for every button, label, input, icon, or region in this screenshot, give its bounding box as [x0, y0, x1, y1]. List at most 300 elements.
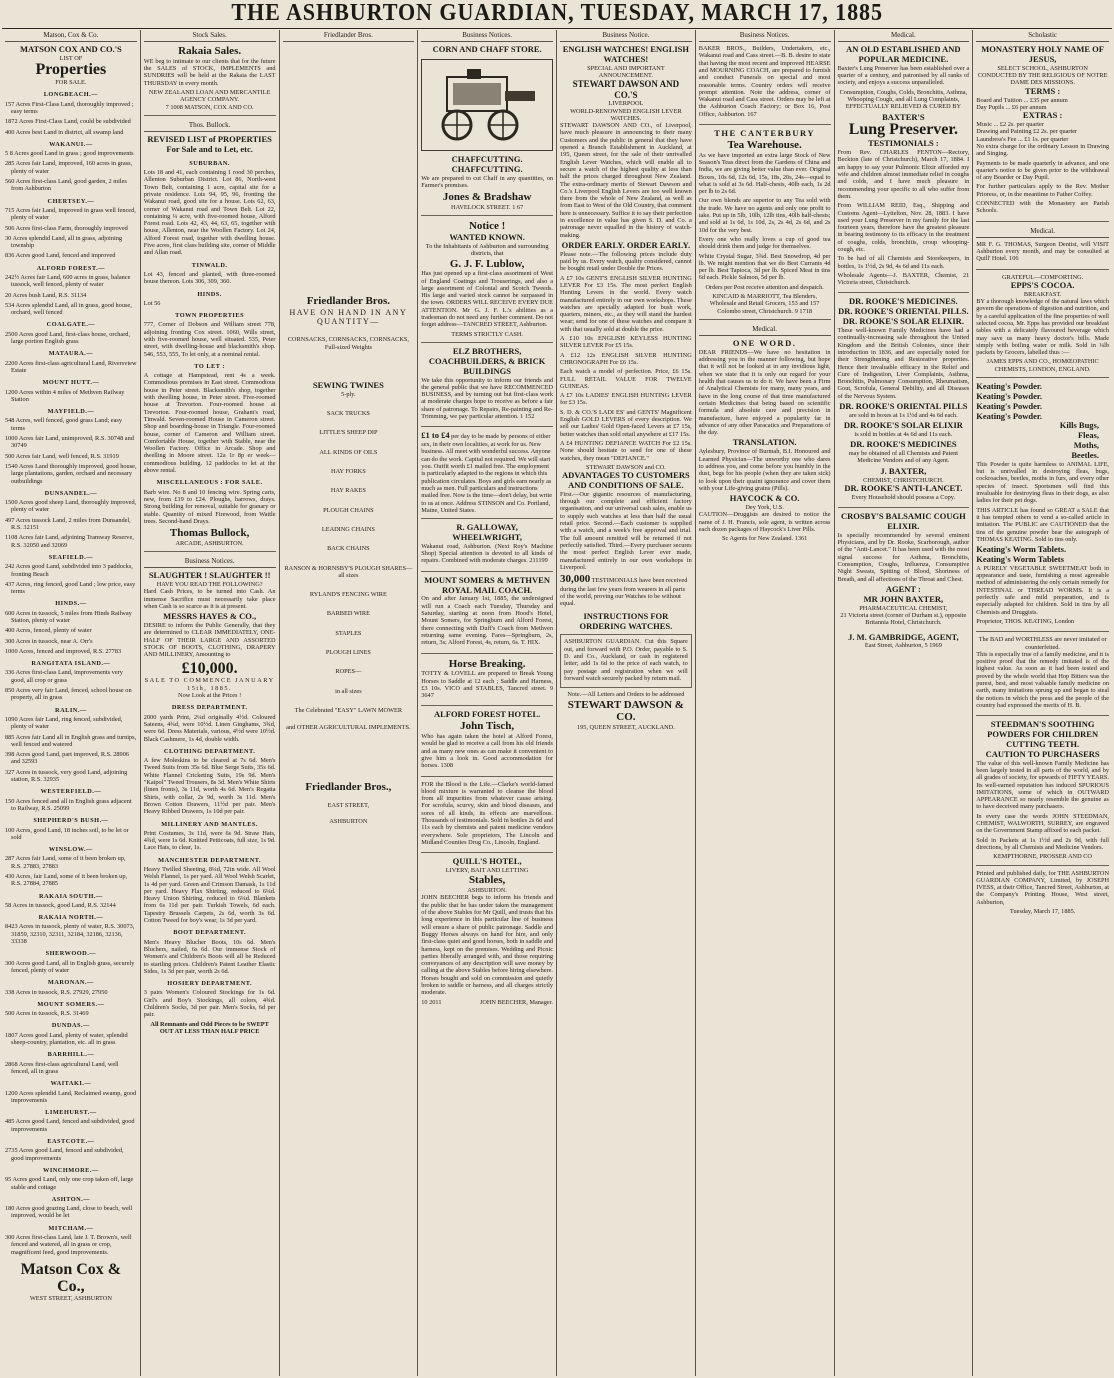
spacer [283, 45, 415, 295]
baker-bros-ad [699, 45, 831, 125]
region-heading: MAYFIELD.— [47, 408, 95, 416]
property-item: 300 Acres in tussock, near A. Orr's [5, 637, 93, 645]
firm-name: Friedlander Bros. [306, 295, 391, 308]
column-header: Business Notices. [421, 30, 553, 42]
property-item: 20 Acres bush Land, R.S. 31134 [5, 291, 87, 299]
property-item: 2500 Acres good Land, first-class house, orchard, large portion English grass [5, 330, 131, 346]
wholesale: Wholesale Agents—J. BAXTER, Chemist, 21 Victoria street, Christchurch. [837, 271, 970, 287]
blood-body: FOR the Blood is the Life.—Clarke's world-famed blood mixture is warranted to cleanse the blood from all impurities from whatever cause arising. For scrofula, scurvy, skin and blood diseases, and sores of all kinds, its effects are marvellous. Thousands of testimonials. Sold in bottles 2s 6d and 11s each by chemists and patent medicine vendors everywhere. Sole proprietors, The Lincoln and Midland Counties Drug Co., Lincoln, England. [421, 780, 553, 846]
amount: £10,000. [181, 659, 238, 677]
section-heading: TO LET : [194, 362, 225, 370]
region-heading: RALIN.— [55, 706, 87, 714]
extras: EXTRAS : [1022, 110, 1063, 121]
column-header: Medical. [976, 226, 1109, 238]
thomas-body: MR F. G. THOMAS, Surgeon Dentist, will VISIT Ashburton every month, and may be consulted at Quill' Hotel. 106 [976, 240, 1109, 263]
ply: 5-ply. [341, 390, 356, 398]
bad-title: The BAD and WORTHLESS are never imitated or counterfeited. [978, 636, 1107, 651]
slaughter-sub: HAVE YOU READ THE FOLLOWING? [156, 581, 263, 589]
property-item: 8423 Acres in tussock, plenty of water, R.S. 30073, 31859, 32310, 32311, 32184, 32186, 32136, 33338 [5, 923, 135, 946]
keating-line: Keating's Powder. [976, 390, 1043, 401]
column-header: Scholastic [976, 30, 1109, 42]
rooke-ad [838, 297, 970, 508]
section-body: Lot 43, fenced and planted, with three-roomed house thereon. Lots 306, 309, 360. [143, 270, 276, 286]
agent-title: AGENT : [885, 583, 921, 594]
rooke-elixir: DR. ROOKE'S SOLAR ELIXIR. [842, 316, 964, 327]
terms: TERMS : [1025, 85, 1061, 96]
region-heading: MOUNT HUTT.— [42, 379, 100, 387]
stables-title: Stables, [468, 874, 506, 887]
quill-hotel-ad [421, 857, 553, 1006]
rakaia-sales-ad [144, 45, 276, 116]
advantages-title: ADVANTAGES TO CUSTOMERS AND CONDITIONS OF SALE. [562, 470, 690, 490]
hayes-ad [144, 571, 276, 1035]
jones-bradshaw-address: HAVELOCK STREET. 1 67 [451, 204, 524, 212]
keating-line: Keating's Powder. [976, 410, 1043, 421]
notice-title: Notice ! [468, 220, 506, 233]
region-heading: DUNSANDEL.— [44, 489, 98, 497]
galloway-body: Wakanui road, Ashburton. (Next Roy's Machine Shop) Special attention is devoted to all kinds of repairs. Combined with moderate charges. 211199 [421, 542, 553, 565]
region-heading: CHERTSEY.— [47, 197, 95, 205]
haycock-ad [699, 339, 831, 542]
jones-bradshaw-ad [421, 45, 553, 216]
bad-body: This is especially true of a family medicine, and it is positive proof that the remedy imitated is of the highest value. As soon as it had been tested and proved by the whole world that Hop Bitters was the purest, best, and most valuable family medicine on earth, many imitations sprung up and began to steal the notices in which the press and the people of the country had expressed the merits of H. B. [976, 650, 1109, 709]
old-established: AN OLD ESTABLISHED AND POPULAR MEDICINE. [846, 44, 961, 64]
property-item: 500 Acres fair Land, well fenced, R.S. 31919 [5, 452, 119, 460]
chaffcutter-icon [427, 63, 547, 147]
becher-footer [421, 999, 553, 1006]
stinson-ad [421, 431, 553, 519]
item: HAY RAKES [330, 487, 366, 495]
instructions-title: INSTRUCTIONS FOR ORDERING WATCHES. [579, 610, 673, 631]
kills-line: Moths, [1073, 440, 1099, 451]
column-header: Business Notices. [144, 556, 276, 568]
testimonial-3: To be had of all Chemists and Storekeepers, in bottles, 1s 1½d, 2s 9d, 4s 6d and 11s each. [837, 255, 970, 270]
monastery-ad [976, 45, 1109, 221]
property-item: 2735 Acres good Land, fenced and subdivided, good improvements [5, 1147, 124, 1162]
grateful: GRATEFUL—COMFORTING. [1001, 273, 1084, 281]
mr-baxter: MR JOHN BAXTER, [863, 593, 944, 604]
spacer [283, 731, 415, 781]
region-heading: WAITAKI.— [50, 1080, 92, 1088]
horse-title: Horse Breaking. [448, 657, 526, 670]
translation-body: Aylesbury, Province of Burmah, B.I. Honoured and Learned Physician—The unworthy one who dares to address you, and come before you humbly in the dust, begs for his people (when they are taken sick) to look upon their quaint ignorance and cover them with your Life-giving grains (Pills). [698, 448, 831, 492]
property-item: 485 Acres good Land, fenced and subdivided, good improvements [5, 1118, 135, 1133]
firm-name: STEWART DAWSON AND CO.'S [572, 79, 680, 100]
firm-name: MATSON COX AND CO.'S [19, 44, 122, 55]
worm-tablets-1: Keating's Worm Tablets. [976, 544, 1067, 555]
tisch-name: John Tisch, [460, 720, 515, 733]
tea-body: As we have imported an extra large Stock of New Season's Teas direct from the Gardens of China and India, we are giving better value than ever. Original Boxes, 10s 6d, 12s 6d, 15s, 18s, 20s, 24s—equal to what is sold at 3s 6d. Half-chests, 40lb each, 1s 2d per lb to 2s 6d. [698, 151, 831, 196]
baxter-ad [838, 45, 970, 293]
imprint-date: Tuesday, March 17, 1885. [1009, 908, 1076, 915]
column-business-notices-2 [696, 30, 835, 1376]
baker-body: BAKER BROS., Builders, Undertakers, etc., Wakanui road and Cass street.—B. B. desire to state that having the most recent and improved HEARSE and MOURNING COACH, are prepared to furnish and conduct Funerals on special and most reasonable terms. Country orders will receive prompt attention. Note the address, corner of Wakanui road and Cass street. Orders may be left at the Ashburton Coach Factory; or Box 16, Post Office, Ashburton. 167 [698, 45, 831, 118]
property-item: 95 Acres good Land, only one crop taken off, large stable and cottage [5, 1176, 134, 1191]
sd-address: 195, QUEEN STREET, AUCKLAND. [576, 724, 675, 732]
hayes-body: DESIRE to inform the Public Generally, that they are determined to CLEAR IMMEDIATELY, ONE-HALF OF THEIR LARGE AND ASSORTED STOCK OF BOOTS, CLOTHING, DRAPERY AND MILLINERY, Amounting to [143, 622, 276, 659]
rooke-body: These well-known Family Medicines have had a continually-increasing sale throughout the United Kingdom and the British Colonies, since their introduction in 1836, and are especially noted for their Strengthening and Restorative properties. Hence their invaluable efficacy in the Relief and Cure of Indigestion, Liver Complaints, Asthma, Bronchitis, Pulmonary Consumption, Rheumatism, Gout, Scrofula, General Debility, and all Diseases of the Nervous System. [837, 327, 970, 400]
hayes-name: MESSRS HAYES & CO., [163, 611, 257, 622]
full-sized: Full-sized Weights [324, 343, 372, 351]
rooke-availability: may be obtained of all Chemists and Patent Medicine Vendors and of any Agent. [848, 450, 959, 465]
worm-tablets-2: Keating's Worm Tablets [976, 554, 1064, 565]
bullock-ad [144, 135, 276, 552]
keating-ad [976, 382, 1109, 632]
region-heading: MATAURA.— [48, 350, 94, 358]
department-body: A few Moleskins to be cleared at 7s 6d. Men's Tweed Suits from 35s 6d. Blue Serge Suits, 35s 6d. White Flannel Cricketing Suits, 19s 9d. Men's "Kaipol" Tweed Trousers, 8s 3d. Men's White Shirts (linen fronts), 3s 11d, worth 4s 6d. Men's Regatta Shirts, with collar, 2s 9d, worth 3s 11d. Men's Brown Cotton Drawers, 11½d per pair. Men's Heavy Ribbed Drawers, 1s 10d per pair. [143, 757, 276, 816]
property-item: 285 Acres fair Land, improved, 160 acres in grass, plenty of water [5, 160, 133, 175]
item: PLOUGH CHAINS [323, 506, 374, 514]
property-item: 497 Acres tussock Land, 2 miles from Dunsandel, R.S. 32151 [5, 516, 131, 532]
loan-amount: £1 to £4 [421, 430, 450, 441]
country-orders: Orders per Post receive attention and despatch. [705, 283, 824, 291]
watch-item: Each watch a model of perfection. Price, £6 15s. FULL RETAIL VALUE FOR TWELVE GUINEAS. [560, 368, 692, 390]
kempthorne: KEMPTHORNE, PROSSER AND CO [993, 853, 1092, 861]
terms: TERMS STRICTLY CASH. [451, 330, 523, 338]
becher-signature: JOHN BEECHER, Manager. [479, 998, 553, 1006]
special: SPECIAL AND IMPORTANT ANNOUNCEMENT. [587, 64, 665, 80]
kills-line: Beetles. [1071, 450, 1099, 461]
board: Board and Tuition ... £35 per annum [976, 96, 1068, 104]
bullock-name: Thomas Bullock, [169, 527, 250, 540]
kincaid: KINCAID & MARRIOTT, Tea Blenders, Wholesale and Retail Grocers, 153 and 157 Colombo street, Christchurch. 9 1718 [709, 293, 820, 315]
property-item: 336 Acres first-class Land, improvements very good, all crop or grass [5, 669, 123, 684]
property-item: 2200 Acres first-class agricultural Land, Riversview Estate [5, 359, 137, 374]
firm-name: Friedlander Bros., [305, 781, 392, 794]
chaff-title: CHAFFCUTTING. CHAFFCUTTING. [451, 153, 523, 174]
property-item: 1200 Acres within 4 miles of Methven Railway Station [5, 388, 125, 403]
connected: CONNECTED with the Monastery are Parish Schools. [976, 200, 1109, 215]
region-heading: DUNDAS.— [51, 1022, 90, 1030]
section-heading: HINDS. [197, 290, 222, 298]
property-item: 5 8 Acres good Land in grass ; good improvements [5, 150, 134, 158]
rooke-pills-2: DR. ROOKE'S ORIENTAL PILLS [839, 401, 968, 412]
keating-line: Keating's Powder. [976, 381, 1043, 392]
further: For further particulars apply to the Rev. Mother Prioress, or, in the meantime to Father Coffey. [976, 183, 1109, 198]
columns [2, 30, 1112, 1376]
section-heading: MISCELLANEOUS : FOR SALE. [156, 479, 263, 487]
property-item: 715 Acres fair Land, improved in grass well fenced, plenty of water [5, 206, 136, 222]
jones-bradshaw-name: Jones & Bradshaw [442, 191, 532, 204]
tisch-body: Who has again taken the hotel at Alford Forest, would be glad to receive a call from his old friends and as many new ones as can make it convenient to give him a look in. Good accommodation for horses. 1308 [421, 733, 553, 770]
section-heading: TOWN PROPERTIES [175, 312, 245, 320]
item: HAY FORKS [331, 468, 366, 476]
property-list [5, 91, 137, 1256]
region-heading: RAKAIA SOUTH.— [39, 892, 103, 900]
school: SELECT SCHOOL, ASHBURTON [997, 64, 1088, 72]
column-matson-cox [2, 30, 141, 1376]
property-item: 506 Acres first-class Farm, thoroughly improved [5, 224, 128, 232]
column-header: Medical. [699, 324, 831, 336]
item: STAPLES [335, 629, 362, 637]
mail-title: MOUNT SOMERS & METHVEN ROYAL MAIL COACH. [424, 574, 550, 595]
cornsacks: CORNSACKS, CORNSACKS, CORNSACKS, [287, 336, 409, 344]
caution-body: CAUTION—Druggists are desired to notice the name of J. H. Francis, sole agent, is written across each dozen packages of Haycock's Liver Pills. [698, 511, 831, 533]
property-sections [144, 160, 276, 525]
property-item: 600 Acres in tussock, 5 miles from Hinds Railway Station, plenty of water [5, 609, 132, 624]
property-item: 398 Acres good Land, part improved, R.S. 28906 and 32593 [5, 751, 129, 766]
section-body: Barb wire. No 8 and 10 fencing wire. Spring carts, new, from £19 to £24. Ploughs, harrows, drays. Strong building for removal, suitable for granary or stable. Quantity of mixed Firewood, from Wattle trees. Second-hand Drays. [143, 488, 276, 525]
department-heading: BOOT DEPARTMENT. [173, 929, 247, 937]
property-item: 500 Acres in tussock, R.S. 31469 [5, 1010, 89, 1018]
tea-body-2: Our own blends are superior to any Tea sold with the trade. We have no agents and only one profit to take. Put up in 5lb, 10lb, 12lb tins, 40lb half-chests; and sold at 1s 6d, 1s 10d, 2s, 2s 4d, 2s 6d, and 2s 10d for the very best. [698, 197, 831, 234]
region-heading: MOUNT SOMERS.— [37, 1000, 105, 1008]
one-word-body: DEAR FRIENDS—We have no hesitation in addressing you in the manner following, but hope that it will not be looked at in any invidious light, when we state that it is only our regard for your health that causes us to do it. We have been a Firm of Analytical Chemists for many, many years, and have in the long course of that time manufactured certain Medicines that being based on scientific formula and absolute care and precision in manufacture, have enjoyed a popularity far in advance of any other Paracatics and Preparations of the day. [698, 348, 831, 437]
mail-body: On and after January 1st, 1885, the undersigned will run a Coach each Tuesday, Thursday and Saturday, starting at noon from Hood's Hotel, Mount Somers, for Springburn and Alford Forest, there connecting with Duff's Coach from Methven returning same evening. Fares—Springburn, 2s, return, 3s; Alford Forest, 4s, return, 6s. T. HIX. [421, 595, 553, 647]
commence: SALE TO COMMENCE JANUARY 15th, 1885. [144, 677, 275, 692]
old-body: Baxter's Lung Preserver has been established over a quarter of a century, and patronised by all ranks of society, and enjoys a success unparalleled. [837, 64, 970, 87]
property-item: 1500 Acres good sheep Land, thoroughly improved, plenty of water [5, 499, 137, 514]
breakfast: BREAKFAST. [1023, 290, 1062, 298]
street: EAST STREET, [327, 802, 370, 810]
property-item: 2868 Acres first-class agricultural Land, well fenced, all in grass [5, 1060, 119, 1075]
property-item: 300 Acres first-class Land, late J. T. Brown's, well fenced and watered, all in grass or crop, magnificent feed, good improvements. [5, 1233, 132, 1256]
rooke-medicines: DR. ROOKE'S MEDICINES. [849, 296, 958, 307]
store-title: CORN AND CHAFF STORE. [432, 44, 542, 55]
column-watches [557, 30, 696, 1376]
property-item: 400 Acres best Land in district, all swamp land [5, 128, 124, 136]
region-heading: WESTERFIELD.— [40, 788, 102, 796]
soothing-title: STEEDMAN'S SOOTHING POWDERS FOR CHILDREN CUTTING TEETH. [987, 719, 1099, 749]
keating-body: This Powder is quite harmless to ANIMAL LIFE, but is unrivalled in destroying fleas, bugs, cockroaches, beetles, moths in furs, and every other species of insect. Sportsmen will find this invaluable for destroying fleas in their dogs, as also ladies for their pet dogs. [976, 460, 1109, 505]
property-item: 1000 Acres, fenced and improved, R.S. 27783 [5, 647, 122, 655]
rooke-pills: DR. ROOKE'S ORIENTAL PILLS. [838, 306, 969, 317]
epps-signature: JAMES EPPS AND CO., HOMŒOPATHIC CHEMISTS, LONDON, ENGLAND. [986, 358, 1099, 373]
stables-address: ASHBURTON. [467, 887, 507, 895]
property-item: 430 Acres, fair Land, some of it been broken up, R.S. 27884, 27885 [5, 873, 128, 888]
ad-body: WE beg to intimate to our clients that for the future the SALES of STOCK, IMPLEMENTS and SUNDRIES will be held at the Rakaia the LAST THURSDAY in every month. [143, 57, 276, 87]
region-heading: RAKAIA NORTH.— [38, 914, 104, 922]
tea-body-3: Every one who really loves a cup of good tea should drink them and judge for themselves. [698, 235, 831, 251]
item: RANSON & HORNSBY'S PLOUGH SHARES—all sizes [284, 564, 413, 579]
department-heading: MANCHESTER DEPARTMENT. [158, 856, 262, 864]
rooke-elixir-price: is sold in bottles at 4s 6d and 11s each. [854, 431, 953, 439]
property-item: 1807 Acres good Land, plenty of water, splendid sheep-country, plantation, etc. all in grass [5, 1031, 128, 1047]
section-body: A cottage at Hampstead, rent 4s a week. Commodious premises in East street. Commodious house in Peter street. Blacksmith's shop, together with dwelling house, in Peter street. Five-roomed house at Trevorton. Four-roomed house at Trevorton. Four-roomed house, Graham's road, Tinwald. Seven-roomed House in Cameron street. Shop and boarding-house in Triangle. Four-roomed house, corner of Cameron and William street. Comfortable House, together with Stable, near the Woollen Factory. Office in Arcade. Shop and dwelling in Moore street. 12a 1r 8p er week—commodious building. 12 paddocks to let at the above rental. [143, 372, 276, 475]
property-item: 327 Acres in tussock, very good Land, adjoining station, R.S. 32935 [5, 768, 128, 784]
column-stock-sales [141, 30, 280, 1376]
thomas-ad [976, 241, 1109, 270]
horse-body: TOTTY & LOVELL are prepared to Break Young Horses to Saddle at 12 each ; Saddle and Harness, £3 10s. VICO and STABLES, Tancred street. 9 3647 [421, 670, 553, 700]
quill-title: QUILL'S HOTEL, [452, 856, 522, 867]
watch-item: A £10 10s ENGLISH KEYLESS HUNTING SILVER LEVER For £5 15s. [560, 335, 692, 350]
column-header: Friedlander Bros. [283, 30, 415, 42]
firm-location: LIVERPOOL [608, 100, 644, 108]
rooke-pills-price: are sold in boxes at 1s 1½d and 4s 6d each. [848, 411, 958, 419]
department-body: 3 pairs Women's Coloured Stockings for 1s 6d. Girl's and Boy's Stockings, all colors, 4¾d. Children's Socks, 3d per pair. Men's Socks, 6d per pair. [143, 989, 276, 1019]
region-heading: WINCHMORE.— [43, 1166, 99, 1174]
region-heading: ASHTON.— [51, 1195, 91, 1203]
property-item: 287 Acres fair Land, some of it been broken up, R.S. 27883, 27883 [5, 855, 126, 870]
caution-body: The value of this well-known Family Medicine has been largely tested in all parts of the world, and by all grades of society, for upwards of FIFTY YEARS. Its well-earned reputation has induced SPURIOUS IMITATIONS, some of which in OUTWARD APPEARANCE so nearly resemble the genuine as to have deceived many purchasers. [976, 759, 1109, 811]
sd-name: STEWART DAWSON & CO. [567, 698, 684, 724]
property-item: 1000 Acres fair Land, unimproved, R.S. 30748 and 30749 [5, 435, 134, 450]
property-item: 850 Acres very fair Land, fenced, school house on property, all in grass [5, 687, 132, 702]
column-friedlander [280, 30, 419, 1376]
gambridge-address: East Street, Ashburton, 5 1969 [864, 642, 942, 650]
region-heading: WINSLOW.— [48, 846, 93, 854]
pharmaceutical: PHARMACEUTICAL CHEMIST, [859, 604, 948, 612]
spacer [283, 351, 415, 381]
bullock-address: ARCADE, ASHBURTON. [175, 539, 244, 547]
conducted: CONDUCTED BY THE RELIGIOUS OF NOTRE DAME DES MISSIONS. [977, 72, 1108, 87]
testimonial-2: From WILLIAM REID, Esq., Shipping and Customs Agent—Lyttelton, Nov. 28, 1883. I have used your Lung Preserver in my family for the last fourteen years, therefore have the greatest pleasure in bearing testimony to its efficacy in the treatment of coughs, colds, bronchitis, croup whooping-cough, etc. [837, 202, 970, 253]
haycock-name: HAYCOCK & CO. [729, 493, 800, 504]
footer-firm: Matson Cox & Co., [20, 1260, 122, 1295]
section-heading: SUBURBAN. [189, 159, 230, 167]
horse-breaking-ad [421, 658, 553, 707]
crosby-body: Is specially recommended by several eminent Physicians, and by Dr. Rooke, Scarborough, author of the "Anti-Lancet." It has been used with the most signal success for Asthma, Bronchitis, Consumption, Coughs, Influenza, Consumptive Night Sweats, Spitting of Blood, Shortness of Breath, and all affections of the Throat and Chest. [837, 531, 970, 583]
mail-coach-ad [421, 576, 553, 654]
watches-title: ENGLISH WATCHES! ENGLISH WATCHES! [562, 44, 690, 64]
blood-mixture-ad [421, 781, 553, 854]
region-heading: ALFORD FOREST.— [36, 264, 105, 272]
imprint: Printed and published daily, for THE ASHBURTON GUARDIAN COMPANY, Limited, by JOSEPH IVESS, at their Office, Tancred Street, Ashburton, at the Company's Printing House, West street, Ashburton, [976, 869, 1109, 906]
section-body: Lots 18 and 41, each containing 1 rood 30 perches, Allenton Suburban District. Lot 86, North-west Town Belt, containing 1 acre, capital site for a private residence. Lots 94, 95, 96, fronting the Wakanui road, good site for a house. Lots 62, 63, corner of Wakanui road and Town Belt. Lot 22, containing ¼ acre, with five-roomed house, Alford Forest road. Lots 42, 43, 44, 63, 65, together with house, Allenton, near the Woollen Factory. Lot 24, Alford Forest road, together with dwelling house. Five acres, first class building site, corner of Middle and Allan road. [143, 169, 276, 257]
lung-preserver: Lung Preserver. [848, 121, 959, 139]
hop-bitters-ad [976, 636, 1109, 716]
watch-list [560, 275, 692, 462]
department-body: 2000 yards Print, 2¼d originally 4½d. Coloured Sateens, 4¾d, were 10½d. Linen Ginghams, 3¾d, were 6d. Dress Materials, various, 4½d were 10½d. Black Cashmere, 1s 4d, double width. [143, 713, 276, 743]
masthead-rule [2, 28, 1112, 29]
region-heading: WAKANUI.— [49, 140, 93, 148]
order-early: ORDER EARLY. ORDER EARLY. [561, 239, 691, 250]
remnants: All Remnants and Odd Pieces to be SWEPT OUT AT LESS THAN HALF PRICE [150, 1020, 269, 1035]
footer-address: WEST STREET, ASHBURTON [29, 1295, 112, 1303]
wanted-sub: To the Inhabitants of Ashburton and surrounding districts, that [425, 242, 549, 258]
watches-body: STEWART DAWSON AND CO., of Liverpool, have much pleasure in announcing to their many Customers and the public in general that they have opened a Branch Establishment in Auckland, at 195, Queen street, for the sale of their unrivalled English Lever Watches, which will enable all to secure a watch of the highest quality at less than half the prices charged throughout New Zealand. The extra-ordinary merits of Stewart Dawson and Co.'s Liverpool English Levers are too well known there from the whole of New Zealand, as well as from East to West of the Old Country, that comment here is unnecessary. Suffice it to say their perfection in excellence in value has given S. D. and Co. a patronage never equalled in the history of watch-making. [560, 122, 692, 239]
region-heading: HINDS.— [55, 600, 87, 608]
drawing: Drawing and Painting £2 2s. per quarter [976, 128, 1078, 136]
spacer [283, 326, 415, 336]
region-heading: COALGATE.— [46, 321, 96, 329]
item: LEADING CHAINS [321, 525, 375, 533]
rooke-medicines-2: DR. ROOKE'S MEDICINES [850, 439, 957, 450]
implements: and OTHER AGRICULTURAL IMPLEMENTS. [286, 724, 411, 732]
column-scholastic [973, 30, 1112, 1376]
slaughter-body: Hard Cash Prices, to be turned into Cash. An immense Sacrifice must necessarily take place when Cash is so scarce as it is at present. [143, 588, 276, 611]
region-heading: SEAFIELD.— [48, 553, 94, 561]
region-heading: SHEPHERD'S BUSH.— [33, 817, 109, 825]
item: BACK CHAINS [327, 545, 370, 553]
cures: Consumption, Coughs, Colds, Bronchitis, Asthma, Whooping Cough, and all Lung Complaints, EFFECTUALLY RELIEVED & CURED BY [839, 88, 968, 111]
chaff-body: We are prepared to cut Chaff in any quantities, on Farmer's premises. [421, 174, 553, 189]
property-item: 242 Acres good Land, subdivided into 3 paddocks, fronting Beach [5, 563, 133, 578]
ad-title: Rakaia Sales. [178, 45, 242, 58]
property-item: 548 Acres, well fenced, good grass Land; easy terms [5, 417, 122, 432]
haycock-address: Dey York, U.S. [745, 503, 784, 511]
slaughter-title: SLAUGHTER ! SLAUGHTER !! [148, 570, 271, 581]
kills-lines [976, 421, 1109, 460]
prices: Now Look at the Prices ! [178, 692, 242, 700]
property-item: 1200 Acres splendid Land, Reclaimed swamp, good improvements [5, 1089, 137, 1104]
watch-item: A £7 10s LADIES' ENGLISH HUNTING LEVER for £3 15s. [560, 392, 692, 407]
region-heading: EASTCOTE.— [47, 1138, 95, 1146]
advantages-body: First.—Our gigantic resources of manufacturing, through our complete and efficient factory organisation, and our universal cash sales, enable us to supply such watches at less than half the usual retail price. Second.—Each customer is supplied with a watch, and a week's free approval and trial. The full amount remitted will be returned if not perfectly satisfied. Third.—Every purchaser secures the most perfect English Lever ever made, manufactured entirely in our own workshops in Liverpool. [560, 490, 692, 571]
item-list [283, 410, 415, 695]
jbaxter-sub: CHEMIST, CHRISTCHURCH. [863, 476, 944, 484]
column-header: Thos. Bullock. [144, 120, 276, 132]
property-item: 1090 Acres fair Land, ring fenced, subdivided, plenty of water [5, 715, 123, 731]
column-header: Business Notices. [699, 30, 831, 42]
worm-signature: Proprietor, THOS. KEATING, London [976, 617, 1075, 625]
department-heading: CLOTHING DEPARTMENT. [163, 747, 256, 755]
property-item: 885 Acres fair Land all in English grass and turnips, well fenced and watered [5, 733, 137, 748]
properties-title: Properties [35, 61, 107, 79]
tea-warehouse-ad [699, 129, 831, 320]
property-item: 400 Acres, fenced, plenty of water [5, 627, 92, 635]
have-on-hand: HAVE ON HAND IN ANY QUANTITY— [289, 307, 408, 327]
property-item: 58 Acres in tussock, good Land, R.S. 32144 [5, 901, 116, 909]
section-body: 777, Corner of Dobson and William street 778, adjoining fronting Cox street. 1060, Wills street, with five-roomed house, well situated. 535, Peter street, with dwelling-house and blacksmith's shop. 546, 553, 555, To let only, at a nominal rental. [143, 321, 276, 358]
becher-body: JOHN BEECHER begs to inform his friends and the public that he has under taken the management of the above Stables for Mr Quill, and trusts that his long experience in this particular line of business will ensure a share of public patronage. Saddle and Buggy Horses always on hand for hire, and only first-class quiet and good horses, both in saddle and harness, kept on the premises. Wedding and Picnic parties liberally arranged with, and those requiring conveyances of any description will save money by calling at the above Stables before hiring elsewhere. Horses bought and sold on commission and quietly broken to saddle or harness, and all charges strictly moderate. [421, 894, 553, 997]
steedman-ad [976, 720, 1109, 865]
property-item: 1108 Acres fair Land, adjoining Tramway Reserve, R.S. 32050 and 32069 [5, 534, 134, 549]
elz-ad [421, 347, 553, 427]
department-heading: MILLINERY AND MANTLES. [161, 820, 259, 828]
watch-item: A £12 12s ENGLISH SILVER HUNTING CHRONOGRAPH For £6 15s. [560, 351, 692, 366]
property-item: 437 Acres, ring fenced, good Land ; low price, easy terms [5, 580, 136, 596]
property-item: 560 Acres first-class Land, good garden, 2 miles from Ashburton [5, 178, 127, 193]
item: LITTLE'S SHEEP DIP [319, 429, 378, 437]
agents: Sc Agents for New Zealand. 1361 [721, 535, 808, 543]
region-heading: MARONAN.— [47, 979, 94, 987]
property-item: 836 Acres good Land, fenced and improved [5, 252, 116, 260]
music: Music ... £2 2s. per quarter [976, 121, 1044, 129]
item: ALL KINDS OF OILS [319, 448, 378, 456]
watch-item: S. D. & CO.'S LADI ES' and GENTS' Magnificent English GOLD LEVERS of every description. We sell our Ladies' Gold Open-faced Levers at £7 15s, better watches than sold retail anywhere at £17 15s. [560, 408, 692, 438]
watch-item: A £7 10s GENT'S ENGLISH SILVER HUNTING LEVER For £3 15s. The most perfect English Hunting Levers in the world. Every watch manufactured entirely in our own workshops. These watches are specially adapted for bush work, quarters, miners, etc., as they will stand the hardest wear; send for one of these watches and compare it with that usually sold at double the price. [560, 274, 692, 333]
region-heading: LIMEHURST.— [45, 1109, 97, 1117]
region-heading: RANGITATA ISLAND.— [31, 660, 111, 668]
galloway-title: R. GALLOWAY, WHEELWRIGHT, [452, 522, 522, 542]
ad-signature: NEW ZEALAND LOAN AND MERCANTILE AGENCY COMPANY. [148, 89, 271, 104]
item: RYLAND'S FENCING WIRE [309, 591, 387, 599]
town: ASHBURTON [329, 817, 368, 825]
baxter-name: BAXTER'S [882, 111, 925, 122]
testimonial-count: 30,000 [560, 573, 591, 586]
elz-body: We take this opportunity to inform our friends and the general public that we have RECOMMENCED BUSINESS, and by turning out but first-class work at moderate charges hope to receive as before a fair share of patronage. To Repairs, Re-painting and Re-Trimming, we pay particular attention. 1 152 [421, 376, 553, 421]
order-coupon[interactable] [560, 634, 692, 688]
column-medical [835, 30, 974, 1376]
column-business-notices [418, 30, 557, 1376]
property-item: 242½ Acres fair Land, 600 acres in grass, balance tussock, well fenced, plenty of water [5, 274, 131, 289]
column-header: Medical. [838, 30, 970, 42]
column-header: Business Notice. [560, 30, 692, 42]
list-of: LIST OF [59, 54, 83, 62]
galloway-ad [421, 523, 553, 572]
region-heading: LONGBEACH.— [43, 91, 99, 99]
department-heading: DRESS DEPARTMENT. [171, 704, 248, 712]
one-word: ONE WORD. [732, 338, 797, 349]
caution-title: CAUTION TO PURCHASERS [985, 748, 1100, 759]
laundress: Laundress's Fee ... £1 1s. per quarter [976, 135, 1069, 143]
column-header: Matson, Cox & Co. [5, 30, 137, 42]
order-body: Please note.—The following prices include duty paid by us. Every watch, quality considered, cannot be bought retail under Double the Prices. [560, 250, 692, 273]
wanted-title: WANTED KNOWN. [449, 232, 525, 243]
tea-title: Tea Warehouse. [727, 138, 802, 151]
crosby-title: CROSBY'S BALSAMIC COUGH ELIXIR. [841, 511, 966, 531]
property-item: 180 Acres good grazing Land, close to beach, well improved, would be let [5, 1205, 133, 1220]
rooke-elixir-2: DR. ROOKE'S SOLAR ELIXIR [843, 420, 963, 431]
department-body: Print Costumes, 3s 11d, were 6s 9d. Straw Hats, 4¾d, were 1s 6d. Knitted Petticoats, full size, 1s 9d. Lace Hats, to clear, 1s. [143, 829, 276, 852]
property-item: 1540 Acres Land thoroughly improved, good house, large plantations, garden, orchard and necessary outbuildings [5, 462, 137, 485]
departments [144, 704, 276, 1018]
lublow-body: Has just opened up a first-class assortment of West of England Coatings and Trouserings, and also a large assortment of Colonial and Scotch Tweeds. His large and varied stock cannot be surpassed in the town. ORDERS WILL RECEIVE EVERY DUE ATTENTION. Mr G. J. F. L.'s abilities as a tradesman do not need any further comment. Do not forget address—TANCRED STREET, Ashburton. [421, 270, 553, 329]
sugars: White Crystal Sugar, 3¾d. Best Snowdrop, 4d per lb. We might mention that we do Best Currants 4d per lb. Best Tapioca, 3d per lb. Spiced Meat in tins 6d each. Pickle Salmon, 5d per lb. [698, 252, 831, 282]
payments: Payments to be made quarterly in advance, and one quarter's notice to be given prior to the withdrawal of any Boarder or Day Pupil. [976, 159, 1109, 182]
firm-sub: WORLD-RENOWNED ENGLISH LEVER WATCHES. [570, 107, 682, 122]
